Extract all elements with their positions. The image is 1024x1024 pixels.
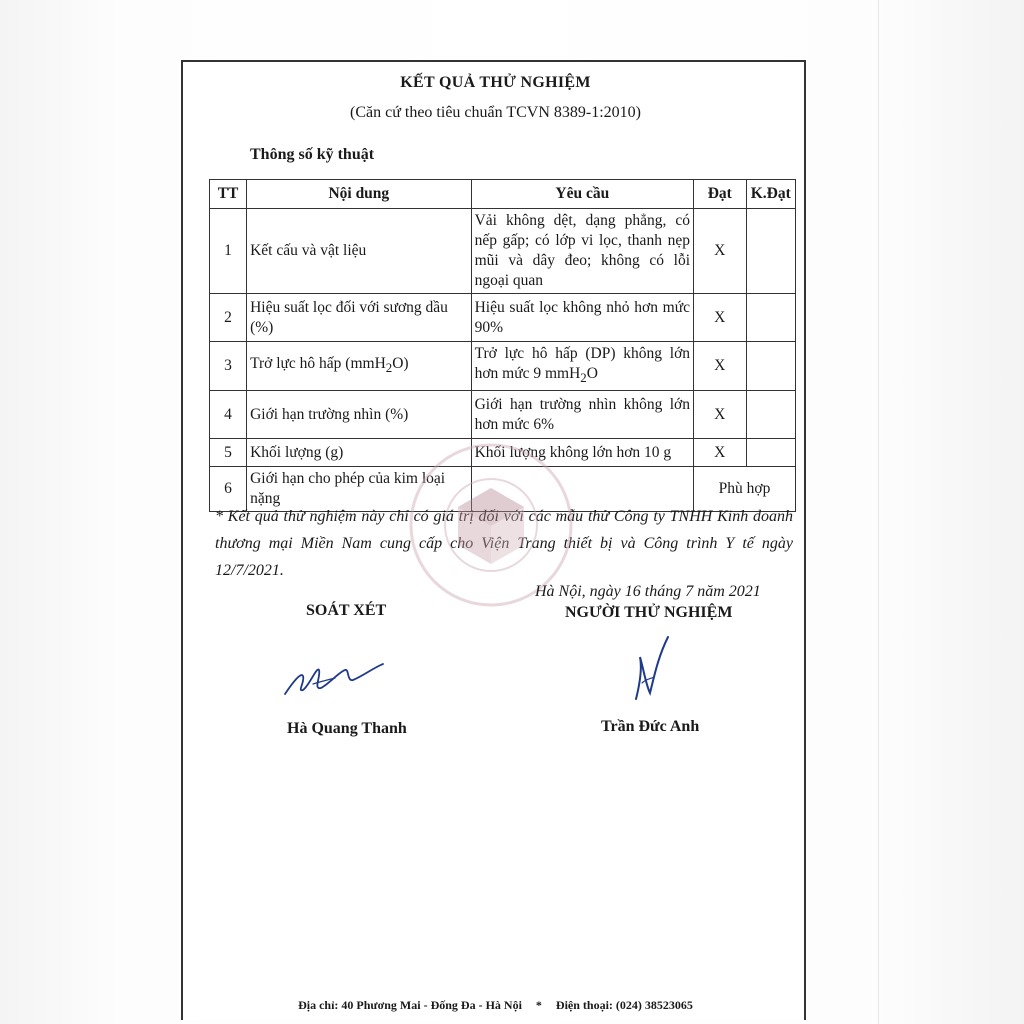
- table-row: [210, 294, 796, 342]
- page-edge: [878, 0, 879, 1024]
- footer-separator: *: [535, 998, 542, 1012]
- table-row: [210, 342, 796, 391]
- row-content: Giới hạn cho phép của kim loại nặng: [247, 467, 472, 512]
- footer-address: Địa chỉ: 40 Phương Mai - Đống Đa - Hà Nội: [298, 998, 522, 1012]
- row-fail-mark: [746, 391, 795, 439]
- row-content: Kết cấu và vật liệu: [247, 209, 472, 294]
- row-fail-mark: [746, 294, 795, 342]
- section-title: Thông số kỹ thuật: [250, 146, 375, 163]
- row-tt: 1: [210, 209, 247, 294]
- table-header-row: [210, 180, 796, 209]
- row-requirement: Giới hạn trường nhìn không lớn hơn mức 6%: [471, 391, 693, 439]
- spec-table: [209, 179, 796, 512]
- reviewer-role: SOÁT XÉT: [306, 602, 387, 619]
- row-requirement: Hiệu suất lọc không nhỏ hơn mức 90%: [471, 294, 693, 342]
- footer-phone: Điện thoại: (024) 38523065: [555, 998, 693, 1012]
- row-pass-mark: X: [694, 391, 747, 439]
- reviewer-name: Hà Quang Thanh: [287, 720, 407, 737]
- row-content: Trở lực hô hấp (mmH$_2$O): [247, 342, 472, 391]
- row-fail-mark: [746, 439, 795, 467]
- row-merged-result: Phù hợp: [694, 467, 796, 512]
- table-row: [210, 439, 796, 467]
- document-title: KẾT QUẢ THỬ NGHIỆM: [400, 74, 591, 91]
- row-fail-mark: [746, 209, 795, 294]
- row-pass-mark: X: [694, 342, 747, 391]
- row-requirement: Vải không dệt, dạng phẳng, có nếp gấp; có lớp vi lọc, thanh nẹp mũi và dây đeo; không có lỗi ngoại quan: [471, 209, 693, 294]
- row-tt: 4: [210, 391, 247, 439]
- header-requirement: Yêu cầu: [471, 180, 693, 209]
- tester-name: Trần Đức Anh: [601, 718, 700, 735]
- row-tt: 6: [210, 467, 247, 512]
- tester-role: NGƯỜI THỬ NGHIỆM: [565, 604, 733, 621]
- row-fail-mark: [746, 342, 795, 391]
- footnote: * Kết quả thử nghiệm này chỉ có giá trị đối với các mẫu thử Công ty TNHH Kinh doanh thương mại Miền Nam cung cấp cho Viện Trang thiết bị và Công trình Y tế ngày 12/7/2021.: [215, 508, 793, 579]
- document-frame: [181, 60, 806, 1020]
- row-pass-mark: X: [694, 294, 747, 342]
- header-fail: K.Đạt: [746, 180, 795, 209]
- table-row: [210, 209, 796, 294]
- row-requirement: Khối lượng không lớn hơn 10 g: [471, 439, 693, 467]
- row-content: Hiệu suất lọc đối với sương dầu (%): [247, 294, 472, 342]
- row-pass-mark: X: [694, 209, 747, 294]
- header-pass: Đạt: [694, 180, 747, 209]
- row-pass-mark: X: [694, 439, 747, 467]
- row-content: Giới hạn trường nhìn (%): [247, 391, 472, 439]
- document-subtitle: (Căn cứ theo tiêu chuẩn TCVN 8389-1:2010): [350, 104, 641, 121]
- header-content: Nội dung: [247, 180, 472, 209]
- row-tt: 2: [210, 294, 247, 342]
- reviewer-signature: [279, 642, 389, 702]
- row-requirement: Trở lực hô hấp (DP) không lớn hơn mức 9 mmH$_2$O: [471, 342, 693, 391]
- row-content: Khối lượng (g): [247, 439, 472, 467]
- document-footer: [183, 998, 808, 1013]
- header-tt: TT: [210, 180, 247, 209]
- table-row: [210, 391, 796, 439]
- tester-signature: [628, 627, 688, 707]
- place-date: Hà Nội, ngày 16 tháng 7 năm 2021: [535, 583, 761, 600]
- row-tt: 3: [210, 342, 247, 391]
- row-tt: 5: [210, 439, 247, 467]
